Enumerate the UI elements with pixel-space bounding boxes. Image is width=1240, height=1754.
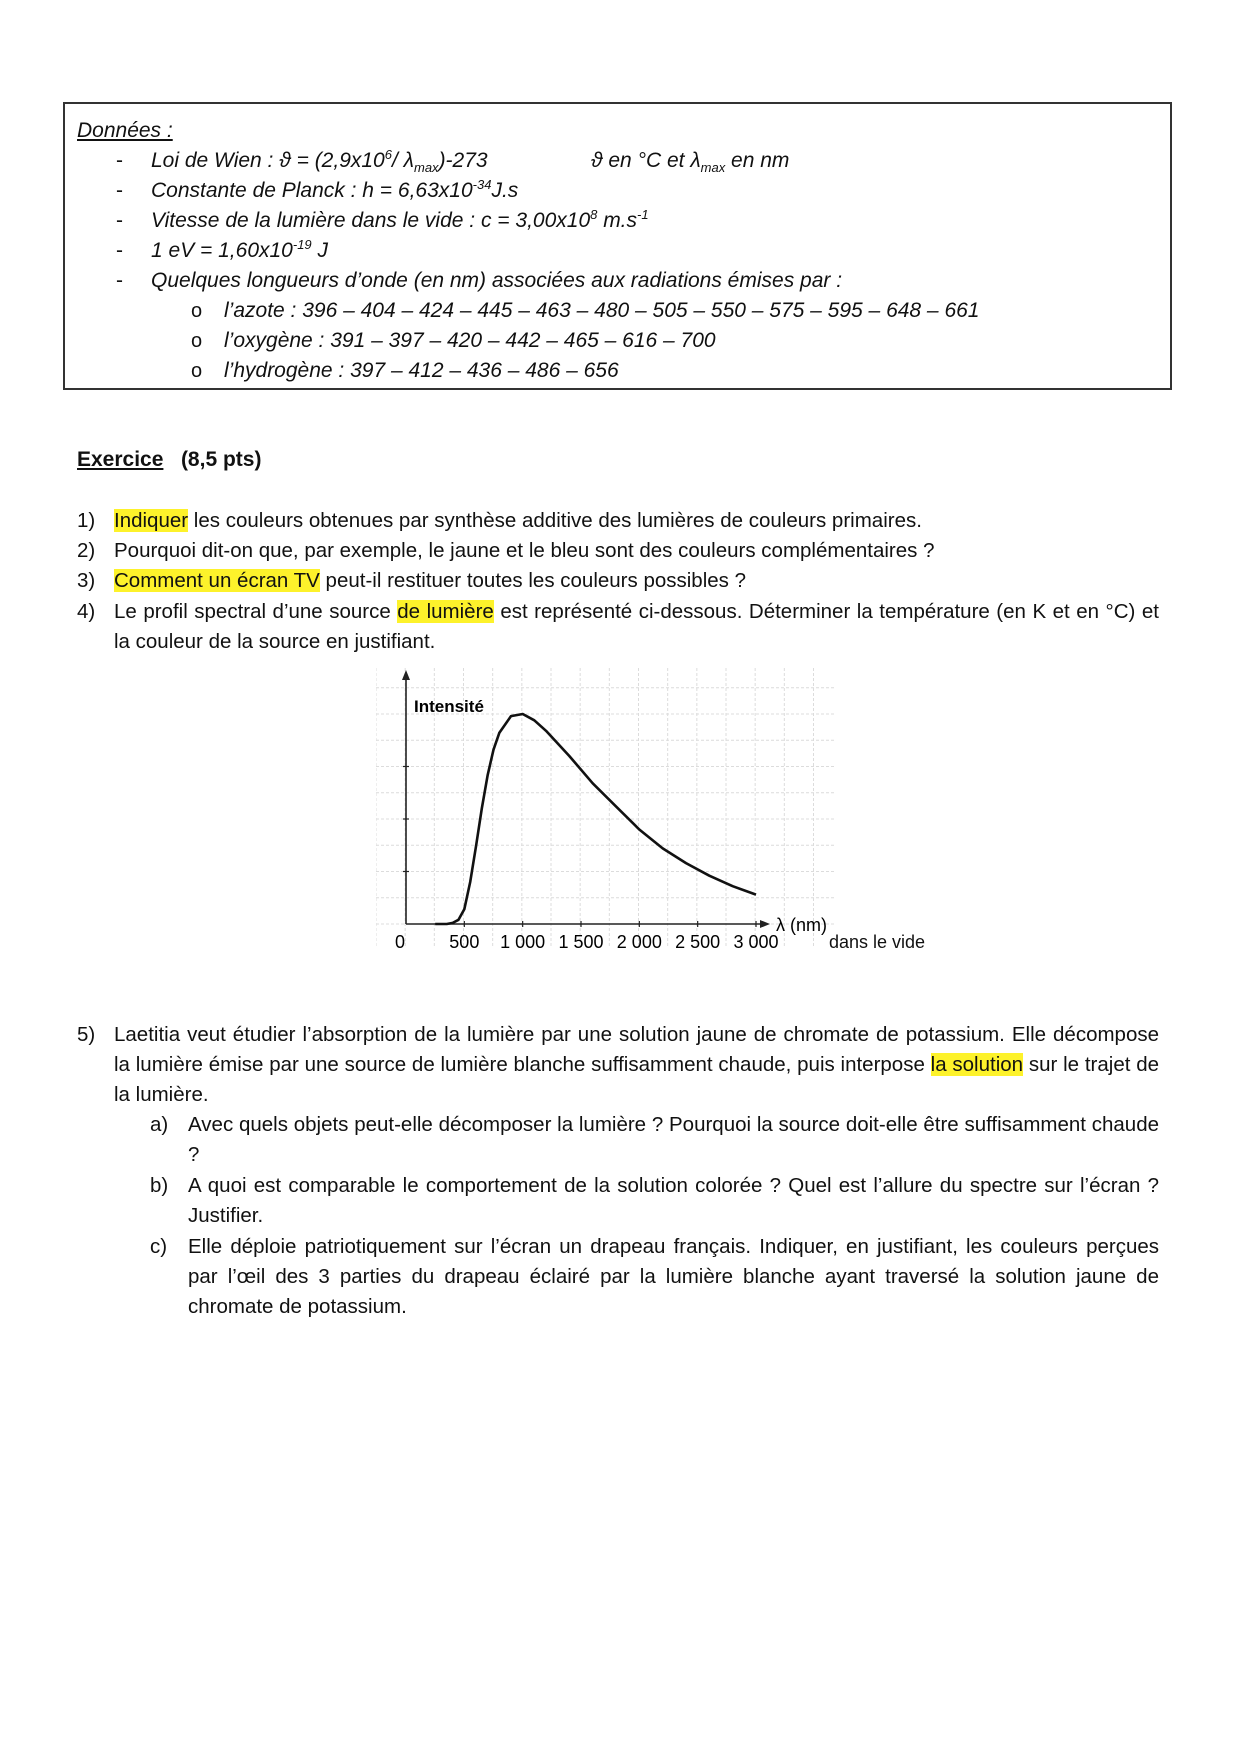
bullet-dash: - bbox=[116, 149, 123, 172]
x-tick-label: 1 000 bbox=[500, 932, 546, 952]
oxygene-wavelengths: l’oxygène : 391 – 397 – 420 – 442 – 465 – 616 – 700 bbox=[224, 329, 716, 352]
x-tick-label: 3 000 bbox=[733, 932, 779, 952]
donnees-box bbox=[63, 102, 1172, 390]
donnees-title: Données : bbox=[77, 119, 173, 142]
question-5a: Avec quels objets peut-elle décomposer la lumière ? Pourquoi la source doit-elle être suffisamment chaude ? bbox=[188, 1113, 1159, 1166]
question-4: Le profil spectral d’une source de lumière est représenté ci-dessous. Déterminer la température (en K et en °C) et la couleur de la source en justifiant. bbox=[114, 600, 1159, 653]
y-axis-label: Intensité bbox=[414, 697, 484, 716]
question-5c: Elle déploie patriotiquement sur l’écran un drapeau français. Indiquer, en justifiant, les couleurs perçues par l’œil des 3 parties du drapeau éclairé par la lumière blanche ayant traversé la solution jaune de chromate de potassium. bbox=[188, 1235, 1159, 1318]
wavelengths-intro: Quelques longueurs d’onde (en nm) associées aux radiations émises par : bbox=[151, 269, 843, 292]
y-axis-arrow bbox=[402, 670, 410, 680]
question-5b: A quoi est comparable le comportement de la solution colorée ? Quel est l’allure du spectre sur l’écran ? Justifier. bbox=[188, 1174, 1159, 1227]
hydrogene-wavelengths: l’hydrogène : 397 – 412 – 436 – 486 – 656 bbox=[224, 359, 619, 382]
wien-units: ϑ en °C et $\lambda_{max}$ en nm bbox=[591, 149, 790, 176]
subquestion-letter: c) bbox=[150, 1235, 168, 1258]
exercise-points: (8,5 pts) bbox=[180, 448, 262, 471]
subquestion-letter: a) bbox=[150, 1113, 169, 1136]
spectral-profile-chart bbox=[376, 668, 866, 964]
x-tick-label-origin: 0 bbox=[394, 932, 406, 952]
bullet-dash: - bbox=[116, 269, 123, 292]
question-3: Comment un écran TV peut-il restituer toutes les couleurs possibles ? bbox=[114, 569, 747, 592]
x-tick-label: 2 000 bbox=[616, 932, 662, 952]
electron-volt: 1 eV = $1,60x10^{-19}$ J bbox=[151, 237, 329, 262]
x-tick-label: 2 500 bbox=[675, 932, 721, 952]
bullet-dash: - bbox=[116, 209, 123, 232]
x-axis-arrow bbox=[760, 920, 770, 928]
question-number: 4) bbox=[77, 600, 96, 623]
exercise-title: Exercice (8,5 pts) bbox=[77, 448, 262, 471]
question-number: 1) bbox=[77, 509, 96, 532]
light-speed: Vitesse de la lumière dans le vide : $c = 3,00x10^8$ $m.s^{-1}$ bbox=[151, 207, 649, 232]
azote-wavelengths: l’azote : 396 – 404 – 424 – 445 – 463 – 480 – 505 – 550 – 575 – 595 – 648 – 661 bbox=[224, 299, 980, 322]
subquestion-letter: b) bbox=[150, 1174, 169, 1197]
question-2: Pourquoi dit-on que, par exemple, le jaune et le bleu sont des couleurs complémentaires ? bbox=[114, 539, 935, 562]
bullet-dash: - bbox=[116, 179, 123, 202]
bullet-circle: o bbox=[191, 330, 203, 352]
bullet-circle: o bbox=[191, 300, 203, 322]
x-tick-label: 500 bbox=[449, 932, 480, 952]
question-5: Laetitia veut étudier l’absorption de la lumière par une solution jaune de chromate de potassium. Elle décompose la lumière émise par une source de lumière blanche suffisamment chaude, puis interpose la solution sur le trajet de la lumière. bbox=[114, 1023, 1160, 1106]
bullet-dash: - bbox=[116, 239, 123, 262]
question-number: 5) bbox=[77, 1023, 96, 1046]
question-1: Indiquer les couleurs obtenues par synthèse additive des lumières de couleurs primaires. bbox=[114, 509, 922, 532]
wien-law: Loi de Wien : $ϑ = (2,9x10^6/$ $\lambda_{max})-273$ bbox=[151, 147, 488, 176]
planck-constant: Constante de Planck : $h = 6,63x10^{-34}J.s$ bbox=[151, 177, 519, 202]
chart-caption: dans le vide bbox=[829, 932, 926, 952]
bullet-circle: o bbox=[191, 360, 203, 382]
x-axis-label: λ (nm) bbox=[776, 915, 827, 935]
question-number: 2) bbox=[77, 539, 96, 562]
question-number: 3) bbox=[77, 569, 96, 592]
x-tick-label: 1 500 bbox=[558, 932, 604, 952]
